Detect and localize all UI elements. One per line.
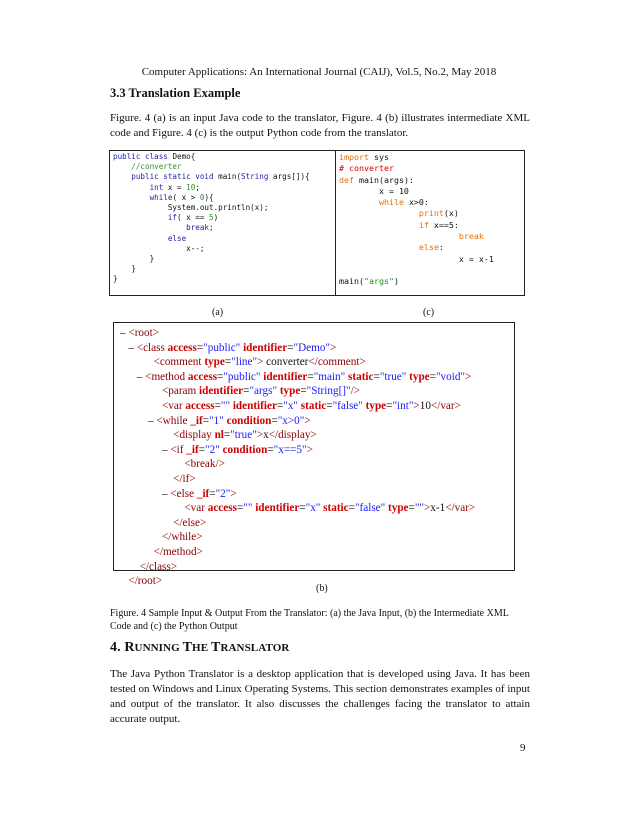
code-token: "args" <box>363 276 394 287</box>
code-token: "Demo" <box>293 341 330 354</box>
python-code-line <box>339 276 524 287</box>
code-token: "" <box>414 502 424 515</box>
code-token <box>120 502 184 514</box>
code-token: nl <box>214 429 224 442</box>
code-token: ( x > <box>172 192 200 202</box>
code-token: x>0: <box>408 197 429 208</box>
code-token: "1" <box>209 414 227 427</box>
code-token <box>120 356 154 368</box>
code-token: identifier <box>232 399 277 412</box>
code-token: "void" <box>435 370 465 383</box>
code-token: int <box>113 182 168 192</box>
java-code-line <box>113 234 335 244</box>
xml-code-line <box>120 443 514 458</box>
code-token: while <box>339 197 409 208</box>
xml-code-line <box>120 399 514 414</box>
python-code-line <box>339 208 524 219</box>
python-code-line <box>339 265 524 276</box>
code-token <box>120 531 162 543</box>
code-token: System.out.println(x); <box>113 203 269 213</box>
code-token: x <box>263 429 269 442</box>
code-token: – <box>120 327 129 339</box>
code-token: converter <box>266 356 309 369</box>
code-token: else <box>339 242 439 253</box>
python-code-line <box>339 220 524 231</box>
code-token: > <box>257 356 267 369</box>
code-token: type <box>365 399 387 412</box>
section-4-title-part: RANSLATOR <box>220 642 290 654</box>
code-token: = <box>299 502 306 515</box>
code-token: – <box>120 487 171 500</box>
xml-code-line <box>120 370 514 385</box>
code-token: > <box>230 487 237 500</box>
code-token: = <box>202 414 210 427</box>
code-token: = <box>267 443 274 456</box>
code-token: main( <box>218 172 242 182</box>
xml-code-line <box>120 384 514 399</box>
code-token: "true" <box>379 370 410 383</box>
xml-code-line <box>120 341 514 356</box>
java-code-line <box>113 162 335 172</box>
code-token: ){ <box>204 192 214 202</box>
python-code-line <box>339 231 524 242</box>
code-token: > <box>465 370 472 383</box>
code-token: > <box>304 414 311 427</box>
java-code-line <box>113 203 335 213</box>
code-token: 10 <box>186 182 196 192</box>
code-token: </root> <box>128 575 163 588</box>
xml-code-line <box>120 516 514 531</box>
code-token: <method <box>145 370 188 383</box>
xml-code-line <box>120 326 514 341</box>
section-4-number: 4. <box>110 640 121 655</box>
code-token: = <box>223 429 231 442</box>
code-token: "line" <box>231 356 258 369</box>
java-code-line <box>113 213 335 223</box>
code-token: sys <box>373 152 389 162</box>
code-token <box>120 385 162 397</box>
java-code-line <box>113 152 335 162</box>
figure-label-a: (a) <box>212 307 224 318</box>
code-token: /> <box>350 385 361 398</box>
xml-code-line <box>120 560 514 575</box>
code-token: break <box>113 223 210 233</box>
code-token: > <box>413 399 420 412</box>
code-token: identifier <box>263 370 308 383</box>
xml-code-line <box>120 487 514 502</box>
code-token: "false" <box>354 502 389 515</box>
section-4-title-part: T <box>182 640 193 655</box>
section-4-paragraph: The Java Python Translator is a desktop application that is developed using Java. It has been tested on Windows and Linux Operating Systems. This section demonstrates examples of input and output of the translator. It also discusses the challenges facing the translator to attain accurate output. <box>110 668 530 725</box>
code-token: <class <box>136 341 168 354</box>
xml-code-line <box>120 355 514 370</box>
code-token: ) <box>393 276 399 287</box>
code-token: = <box>214 399 221 412</box>
code-token: > <box>423 502 431 515</box>
section-4-title-part: HE <box>192 642 211 654</box>
code-token: def <box>339 174 359 185</box>
python-code-panel <box>336 151 524 295</box>
code-token: = <box>373 370 380 383</box>
code-token <box>120 429 173 441</box>
code-token: access <box>167 341 197 354</box>
code-token: = <box>198 443 206 456</box>
code-token: print <box>339 208 444 219</box>
code-token: public static void <box>113 172 219 182</box>
code-token: "false" <box>332 399 366 412</box>
java-code-line <box>113 274 335 284</box>
code-token: ; <box>195 182 200 192</box>
code-token: identifier <box>243 341 288 354</box>
code-token: = <box>287 341 294 354</box>
code-token: <while <box>156 414 191 427</box>
xml-code-line <box>120 501 514 516</box>
python-code-line <box>339 254 524 265</box>
xml-code-line <box>120 530 514 545</box>
code-token: "x>0" <box>277 414 305 427</box>
figure-caption: Figure. 4 Sample Input & Output From the Translator: (a) the Java Input, (b) the Intermediate XML Code and (c) the Python Output <box>110 608 509 632</box>
code-token: "int" <box>392 399 414 412</box>
code-token: – <box>120 414 157 427</box>
code-token: – <box>120 370 146 383</box>
code-token: </comment> <box>308 356 366 369</box>
code-token: > <box>256 429 264 442</box>
code-token: type <box>388 502 409 515</box>
code-token: type <box>409 370 430 383</box>
code-token: main(args): <box>358 174 414 185</box>
code-token: "2" <box>215 487 231 500</box>
code-token: ( x == <box>177 213 210 223</box>
code-token: import <box>339 152 374 162</box>
code-token: ; <box>209 223 214 233</box>
code-token: = <box>236 502 244 515</box>
code-token: = <box>307 370 314 383</box>
code-token: access <box>187 370 218 383</box>
code-token: 0 <box>199 192 205 202</box>
code-token: _if <box>190 414 203 427</box>
code-token: </if> <box>173 472 196 485</box>
code-token: static <box>300 399 327 412</box>
code-token: = <box>429 370 436 383</box>
code-token: "args" <box>249 385 280 398</box>
page-number: 9 <box>520 742 526 754</box>
code-token: "public" <box>203 341 244 354</box>
section-4-title-part: UNNING <box>134 642 183 654</box>
code-token: _if <box>196 487 210 500</box>
code-token: "x==5" <box>273 443 307 456</box>
code-token: x = <box>167 182 187 192</box>
code-token: static <box>348 370 374 383</box>
code-token: <break/> <box>184 458 225 471</box>
code-token: : <box>438 242 444 253</box>
xml-code-panel <box>113 322 515 588</box>
code-figure <box>109 150 525 296</box>
java-code-panel <box>110 151 336 295</box>
code-token: </method> <box>153 545 203 558</box>
code-token: type <box>279 385 301 398</box>
python-code-line <box>339 186 524 197</box>
code-token: <comment <box>153 356 205 369</box>
python-code-line <box>339 152 524 163</box>
python-code-line <box>339 242 524 253</box>
code-token <box>120 458 184 470</box>
code-token: <param <box>161 385 200 398</box>
section-4-title-part: R <box>124 640 135 655</box>
code-token: = <box>271 414 278 427</box>
code-token: = <box>276 399 284 412</box>
code-token: = <box>209 487 216 500</box>
code-token: = <box>243 385 250 398</box>
code-token: } <box>113 274 118 284</box>
code-token: <var <box>184 502 208 515</box>
code-token: identifier <box>255 502 300 515</box>
code-token: _if <box>186 443 199 456</box>
code-token: <root> <box>128 327 160 339</box>
code-token: – <box>120 341 137 354</box>
code-token: <if <box>170 443 187 456</box>
code-token: > <box>306 443 313 456</box>
code-token: if <box>339 219 434 230</box>
code-token: access <box>207 502 237 515</box>
code-token: args[]){ <box>273 172 310 182</box>
java-code-line <box>113 183 335 193</box>
java-code-line <box>113 254 335 264</box>
figure-label-b: (b) <box>316 583 328 594</box>
section-title: 3.3 Translation Example <box>110 86 241 100</box>
code-token: Demo{ <box>172 152 196 161</box>
code-token: <var <box>161 399 186 412</box>
java-code-line <box>113 193 335 203</box>
python-code-line <box>339 197 524 208</box>
code-token: = <box>224 356 232 369</box>
code-token: "" <box>220 399 233 412</box>
code-token: <display <box>173 429 215 442</box>
code-token: break <box>339 231 484 242</box>
code-token: x==5: <box>433 219 459 230</box>
code-token <box>120 561 140 573</box>
xml-code-line <box>120 472 514 487</box>
figure-label-c: (c) <box>423 307 435 318</box>
section-4-title-part: T <box>211 640 221 655</box>
java-code-line <box>113 244 335 254</box>
code-token: 10 <box>419 399 431 412</box>
code-token: 5 <box>209 213 214 223</box>
code-token: "main" <box>313 370 349 383</box>
xml-code-line <box>120 545 514 560</box>
code-token: </var> <box>445 502 476 515</box>
code-token: identifier <box>199 385 244 398</box>
code-token: "2" <box>205 443 223 456</box>
code-token: static <box>323 502 349 515</box>
code-token: </class> <box>139 560 178 573</box>
code-token: = <box>326 399 333 412</box>
code-token: ) <box>213 213 219 223</box>
code-token: </display> <box>268 429 317 442</box>
code-token <box>120 473 173 485</box>
code-token: } <box>113 264 136 274</box>
code-token: condition <box>226 414 272 427</box>
code-token: else <box>113 233 187 243</box>
code-token: "public" <box>223 370 264 383</box>
code-token: = <box>217 370 224 383</box>
section-4-heading <box>110 640 289 656</box>
code-token: </var> <box>430 399 461 412</box>
code-token: = <box>300 385 307 398</box>
code-token: x--; <box>113 243 205 253</box>
code-token: # converter <box>339 163 394 174</box>
code-token: = <box>196 341 204 354</box>
code-token: "x" <box>305 502 324 515</box>
code-token: = <box>386 399 393 412</box>
python-code-line <box>339 175 524 186</box>
code-token: <else <box>170 487 197 500</box>
java-code-line <box>113 223 335 233</box>
code-token <box>120 400 162 412</box>
code-token: </else> <box>173 516 207 529</box>
java-code-line <box>113 172 335 182</box>
code-token: (x) <box>443 208 459 219</box>
code-token: – <box>120 443 171 456</box>
code-token: x = x-1 <box>339 253 494 264</box>
section-4-title <box>124 640 289 655</box>
code-token: x = 10 <box>339 185 409 196</box>
code-token: "String[]" <box>306 385 351 398</box>
code-token: //converter <box>113 162 182 172</box>
code-token: = <box>348 502 355 515</box>
code-token: > <box>329 341 337 354</box>
code-token: if <box>113 213 178 223</box>
code-token: "" <box>243 502 256 515</box>
intro-paragraph: Figure. 4 (a) is an input Java code to the translator, Figure. 4 (b) illustrates intermediate XML code and Figure. 4 (c) is the output Python code from the translator. <box>110 112 530 139</box>
code-token: String <box>241 172 274 182</box>
code-token: </while> <box>161 531 203 544</box>
java-code-line <box>113 264 335 274</box>
xml-code-line <box>120 457 514 472</box>
code-token: condition <box>222 443 268 456</box>
code-token: x-1 <box>430 502 446 515</box>
code-token <box>120 517 173 529</box>
code-token: while <box>113 192 173 202</box>
code-token: "x" <box>283 399 301 412</box>
xml-code-line <box>120 414 514 429</box>
code-token: access <box>185 399 215 412</box>
code-token: public class <box>113 152 173 161</box>
code-token: } <box>113 254 155 264</box>
python-code-line <box>339 163 524 174</box>
journal-header: Computer Applications: An International Journal (CAIJ), Vol.5, No.2, May 2018 <box>141 66 497 78</box>
code-token: "true" <box>230 429 257 442</box>
code-token: main( <box>339 276 364 287</box>
code-token: = <box>408 502 415 515</box>
code-token: type <box>204 356 225 369</box>
xml-code-line <box>120 428 514 443</box>
code-token <box>120 546 154 558</box>
